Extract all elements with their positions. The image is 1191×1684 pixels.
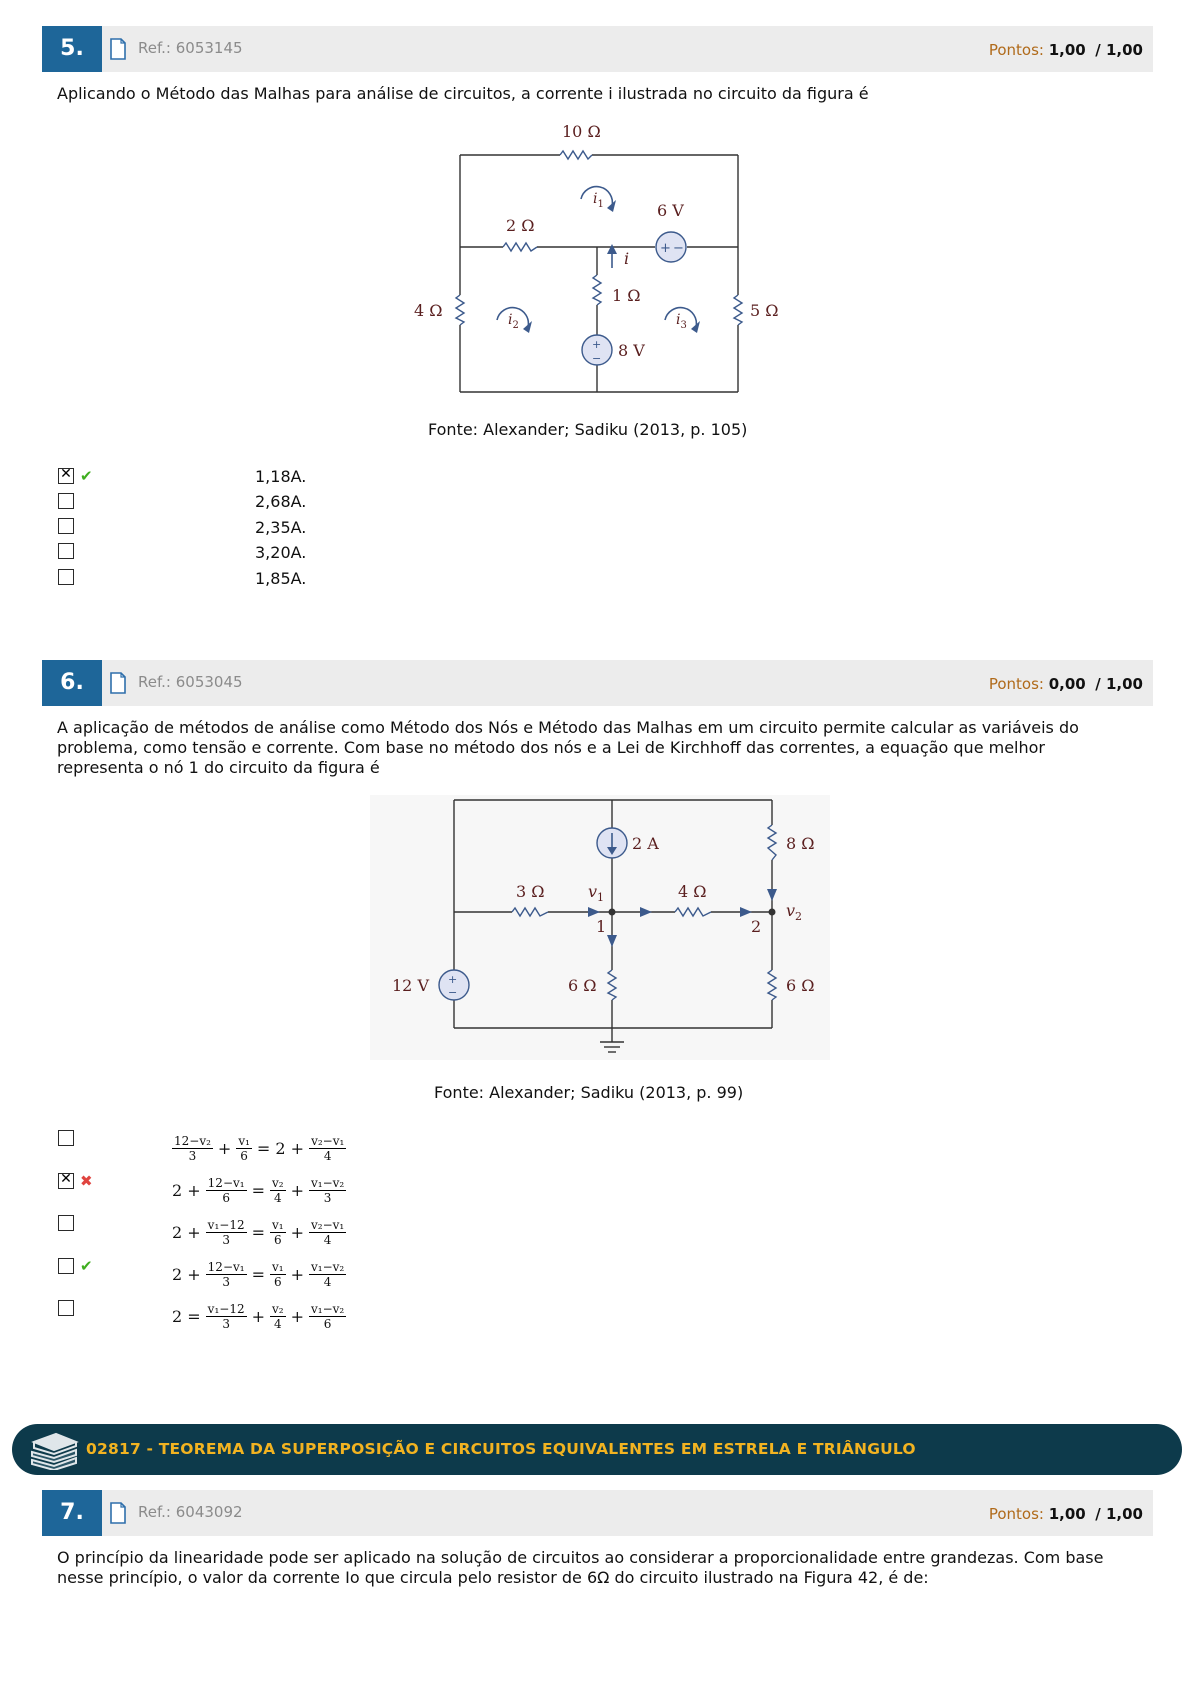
question-number: 7. bbox=[42, 1490, 102, 1536]
label-v2: $v_2$ bbox=[786, 901, 803, 923]
svg-text:+: + bbox=[660, 241, 671, 256]
label-1-ohm: 1 Ω bbox=[612, 286, 641, 305]
svg-text:+: + bbox=[592, 338, 602, 351]
label-i1: $i_1$ bbox=[593, 191, 604, 210]
q5-header bbox=[42, 26, 1153, 72]
question-ref: Ref.: 6053145 bbox=[138, 39, 243, 57]
question-points: Pontos: 0,00 / 1,00 bbox=[988, 675, 1143, 693]
option-equation-e: 2 = $\frac{\text{v₁−12}}{3}$ + $\frac{\text{v₂}}{4}$ + $\frac{\text{v₁−v₂}}{6}$ bbox=[172, 1301, 345, 1331]
svg-text:−: − bbox=[448, 986, 458, 999]
label-i: i bbox=[624, 249, 630, 268]
option-checkbox[interactable] bbox=[58, 468, 74, 484]
label-2a: 2 A bbox=[632, 834, 659, 853]
option-checkbox[interactable] bbox=[58, 543, 74, 559]
figure-caption: Fonte: Alexander; Sadiku (2013, p. 105) bbox=[428, 420, 748, 439]
option-checkbox[interactable] bbox=[58, 493, 74, 509]
option-text: 1,18A. bbox=[255, 467, 307, 486]
label-6-ohm-right: 6 Ω bbox=[786, 976, 815, 995]
question-points: Pontos: 1,00 / 1,00 bbox=[988, 1505, 1143, 1523]
question-text: A aplicação de métodos de análise como Método dos Nós e Método das Malhas em um circuito permite calcular as variáveis do problema, como tensão e corrente. Com base no método dos nós e a Lei de Kirchhoff das correntes, a equação que melhor representa o nó 1 do circuito da figura é bbox=[57, 718, 1079, 777]
label-4-ohm: 4 Ω bbox=[678, 882, 707, 901]
option-text: 2,68A. bbox=[255, 492, 307, 511]
q7-header bbox=[42, 1490, 1153, 1536]
option-checkbox[interactable] bbox=[58, 1173, 74, 1189]
label-i2: $i_2$ bbox=[508, 312, 519, 331]
option-checkbox[interactable] bbox=[58, 1215, 74, 1231]
document-icon bbox=[110, 672, 126, 694]
label-node-2: 2 bbox=[751, 917, 762, 936]
label-8-ohm: 8 Ω bbox=[786, 834, 815, 853]
option-equation-b: 2 + $\frac{\text{12−v₁}}{6}$ = $\frac{\text{v₂}}{4}$ + $\frac{\text{v₁−v₂}}{3}$ bbox=[172, 1175, 345, 1205]
option-checkbox[interactable] bbox=[58, 1258, 74, 1274]
document-icon bbox=[110, 1502, 126, 1524]
label-4-ohm: 4 Ω bbox=[414, 301, 443, 320]
circuit-figure-q5 bbox=[410, 120, 780, 405]
wrong-icon: ✖ bbox=[80, 1172, 93, 1190]
question-number: 5. bbox=[42, 26, 102, 72]
svg-text:−: − bbox=[673, 241, 684, 256]
svg-text:+: + bbox=[448, 973, 458, 986]
option-equation-c: 2 + $\frac{\text{v₁−12}}{3}$ = $\frac{\text{v₁}}{6}$ + $\frac{\text{v₂−v₁}}{4}$ bbox=[172, 1217, 345, 1247]
correct-icon: ✔ bbox=[80, 1257, 93, 1275]
label-6-ohm-left: 6 Ω bbox=[568, 976, 597, 995]
label-3-ohm: 3 Ω bbox=[516, 882, 545, 901]
label-8v: 8 V bbox=[618, 341, 645, 360]
label-10-ohm: 10 Ω bbox=[562, 122, 601, 141]
option-text: 2,35A. bbox=[255, 518, 307, 537]
label-i3: $i_3$ bbox=[676, 312, 687, 331]
books-icon bbox=[26, 1430, 82, 1470]
question-text: Aplicando o Método das Malhas para análise de circuitos, a corrente i ilustrada no circuito da figura é bbox=[57, 84, 869, 103]
label-v1: $v_1$ bbox=[588, 882, 605, 904]
option-checkbox[interactable] bbox=[58, 569, 74, 585]
option-checkbox[interactable] bbox=[58, 1300, 74, 1316]
option-text: 1,85A. bbox=[255, 569, 307, 588]
option-equation-d: 2 + $\frac{\text{12−v₁}}{3}$ = $\frac{\text{v₁}}{6}$ + $\frac{\text{v₁−v₂}}{4}$ bbox=[172, 1259, 345, 1289]
question-number: 6. bbox=[42, 660, 102, 706]
label-6v: 6 V bbox=[657, 201, 684, 220]
figure-caption: Fonte: Alexander; Sadiku (2013, p. 99) bbox=[434, 1083, 744, 1102]
document-icon bbox=[110, 38, 126, 60]
question-text: O princípio da linearidade pode ser aplicado na solução de circuitos ao considerar a proporcionalidade entre grandezas. Com base nesse princípio, o valor da corrente Io que circula pelo resistor de 6Ω do circuito ilustrado na Figura 42, é de: bbox=[57, 1548, 1104, 1587]
label-node-1: 1 bbox=[596, 917, 607, 936]
option-checkbox[interactable] bbox=[58, 1130, 74, 1146]
label-12v: 12 V bbox=[392, 976, 429, 995]
question-ref: Ref.: 6053045 bbox=[138, 673, 243, 691]
q6-header bbox=[42, 660, 1153, 706]
option-text: 3,20A. bbox=[255, 543, 307, 562]
option-equation-a: $\frac{\text{12−v₂}}{3}$ + $\frac{\text{v₁}}{6}$ = 2 + $\frac{\text{v₂−v₁}}{4}$ bbox=[174, 1133, 345, 1163]
question-ref: Ref.: 6043092 bbox=[138, 1503, 243, 1521]
section-banner bbox=[12, 1424, 1182, 1475]
section-title: 02817 - TEOREMA DA SUPERPOSIÇÃO E CIRCUITOS EQUIVALENTES EM ESTRELA E TRIÂNGULO bbox=[86, 1440, 916, 1458]
label-2-ohm: 2 Ω bbox=[506, 216, 535, 235]
question-points: Pontos: 1,00 / 1,00 bbox=[988, 41, 1143, 59]
option-checkbox[interactable] bbox=[58, 518, 74, 534]
svg-text:−: − bbox=[592, 352, 602, 365]
circuit-figure-q6 bbox=[370, 795, 830, 1060]
label-5-ohm: 5 Ω bbox=[750, 301, 779, 320]
correct-icon: ✔ bbox=[80, 467, 93, 485]
